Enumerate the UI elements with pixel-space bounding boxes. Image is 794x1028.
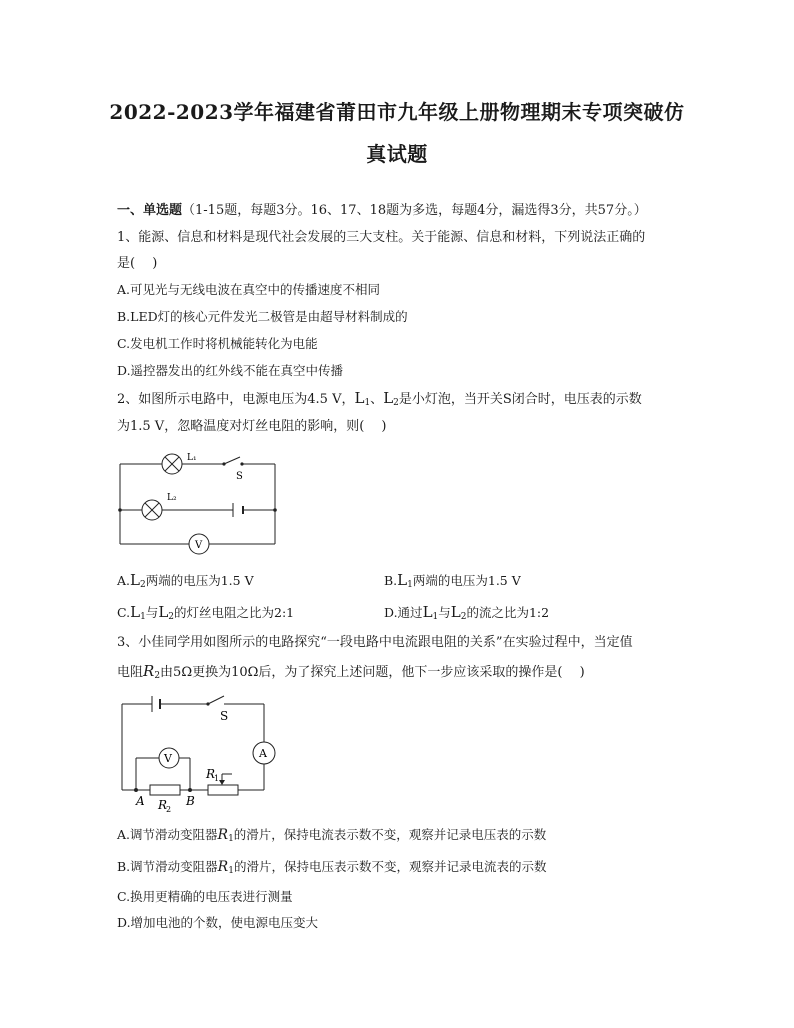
q1-option-a: A.可见光与无线电波在真空中的传播速度不相同 [117, 282, 381, 297]
q2-opt-c-sub2: 2 [168, 612, 175, 622]
q2-junction [118, 508, 122, 512]
q3-opt-b-sub: 1 [228, 866, 234, 876]
q3-opt-b-pre: B.调节滑动变阻器 [117, 859, 218, 874]
q2-stem-a: 2、如图所示电路中，电源电压为4.5 V， [117, 392, 355, 407]
q3-option-d: D.增加电池的个数，使电源电压变大 [117, 915, 319, 930]
q2-junction [273, 508, 277, 512]
q3-fig-label-r1: R [206, 767, 216, 781]
q2-opt-d-sub2: 2 [460, 612, 467, 622]
q3-slider-arrow [219, 780, 225, 785]
q2-opt-a-l: L [130, 571, 140, 589]
q2-option-b [384, 571, 521, 594]
q3-option-b [117, 858, 546, 880]
q2-sep: 、 [370, 392, 384, 407]
page-title-line1: 2022-2023学年福建省莆田市九年级上册物理期末专项突破仿 [109, 100, 685, 124]
q2-option-c [117, 603, 294, 626]
q2-fig-label-s: S [236, 471, 243, 482]
q2-opt-c-l2: L [158, 603, 169, 621]
q2-l1-symbol: L [354, 389, 365, 407]
q2-opt-c-sub1: 1 [140, 612, 146, 622]
q3-opt-b-post: 的滑片，保持电压表示数不变，观察并记录电流表的示数 [233, 859, 547, 874]
q2-opt-d-post: 的流之比为1:2 [466, 605, 550, 620]
q2-opt-a-sub: 2 [139, 580, 146, 590]
q3-r2-symbol: R [143, 662, 155, 680]
q3-stem-2b: 由5Ω更换为10Ω后，为了探究上述问题，他下一步应该采取的操作是( ) [160, 665, 585, 680]
q2-circuit-diagram [112, 448, 282, 560]
q2-stem-b: 是小灯泡，当开关S闭合时，电压表的示数 [398, 392, 642, 407]
q2-opt-a-pre: A. [117, 573, 131, 588]
q2-opt-d-l1: L [422, 603, 433, 621]
q3-fig-label-r1-sub: 1 [214, 774, 220, 783]
q3-option-a [117, 826, 546, 848]
q3-opt-a-sub: 1 [228, 834, 234, 844]
q3-circuit-diagram [112, 692, 282, 814]
q3-opt-a-pre: A.调节滑动变阻器 [117, 827, 218, 842]
q3-opt-b-r: R [217, 859, 229, 875]
q2-option-a [117, 571, 254, 594]
q1-option-b: B.LED灯的核心元件发光二极管是由超导材料制成的 [117, 309, 408, 324]
q2-fig-label-v: V [195, 540, 203, 551]
q1-option-d: D.遥控器发出的红外线不能在真空中传播 [117, 363, 344, 378]
q2-fig-label-l2: L₂ [167, 493, 177, 503]
q3-fig-label-pt-b: B [186, 794, 195, 808]
q2-opt-c-l1: L [130, 603, 141, 621]
q2-opt-b-post: 两端的电压为1.5 V [412, 573, 521, 588]
q2-l2-sub: 2 [393, 398, 399, 408]
q3-stem-line2 [117, 662, 585, 685]
q2-l1-sub: 1 [364, 398, 371, 408]
q2-opt-b-sub: 1 [407, 580, 413, 590]
q3-fig-label-r2: R [158, 798, 168, 812]
q3-fig-label-a-meter: A [259, 747, 267, 760]
q2-opt-d-sub1: 1 [432, 612, 439, 622]
q2-opt-c-mid: 与 [145, 605, 159, 620]
q2-opt-b-pre: B. [384, 573, 398, 588]
q2-opt-c-post: 的灯丝电阻之比为2:1 [174, 605, 295, 620]
q3-stem-line1: 3、小佳同学用如图所示的电路探究“一段电路中电流跟电阻的关系”在实验过程中，当定值 [117, 635, 633, 650]
q2-opt-c-pre: C. [117, 605, 131, 620]
q3-fig-label-r2-sub: 2 [166, 805, 172, 814]
q3-option-c: C.换用更精确的电压表进行测量 [117, 889, 293, 904]
q3-opt-a-post: 的滑片，保持电流表示数不变，观察并记录电压表的示数 [233, 827, 547, 842]
q3-switch-contact [206, 702, 209, 705]
q1-stem-line1: 1、能源、信息和材料是现代社会发展的三大支柱。关于能源、信息和材料，下列说法正确的 [117, 230, 646, 245]
q2-switch-contact [222, 462, 225, 465]
q3-fig-label-v: V [164, 752, 172, 765]
q2-option-d [384, 603, 549, 626]
q2-l2-symbol: L [383, 389, 394, 407]
q1-option-c: C.发电机工作时将机械能转化为电能 [117, 336, 318, 351]
q2-fig-label-l1: L₁ [187, 453, 197, 463]
q2-opt-d-pre: D.通过 [384, 605, 423, 620]
q2-opt-b-l: L [397, 571, 408, 589]
q3-opt-a-r: R [217, 827, 229, 843]
q3-fig-label-s: S [220, 709, 229, 723]
q2-switch-contact [240, 462, 243, 465]
q3-node-b [188, 788, 192, 792]
q3-stem-2a: 电阻 [117, 665, 144, 680]
section-note: （1-15题，每题3分。16、17、18题为多选，每题4分，漏选得3分，共57分。） [182, 203, 647, 218]
section-heading [117, 202, 647, 220]
q2-opt-d-mid: 与 [438, 605, 451, 620]
q2-opt-d-l2: L [450, 603, 461, 621]
q3-node-a [134, 788, 138, 792]
section-title: 一、单选题 [117, 203, 183, 218]
page-title-line2: 真试题 [366, 142, 428, 166]
q2-opt-a-post: 两端的电压为1.5 V [145, 573, 254, 588]
q2-stem-line2: 为1.5 V，忽略温度对灯丝电阻的影响，则( ) [117, 419, 387, 434]
q3-fig-label-pt-a: A [136, 794, 145, 808]
q1-stem-line2: 是( ) [117, 256, 158, 271]
q3-r2-sub: 2 [154, 671, 161, 681]
q2-stem-line1 [117, 389, 642, 412]
